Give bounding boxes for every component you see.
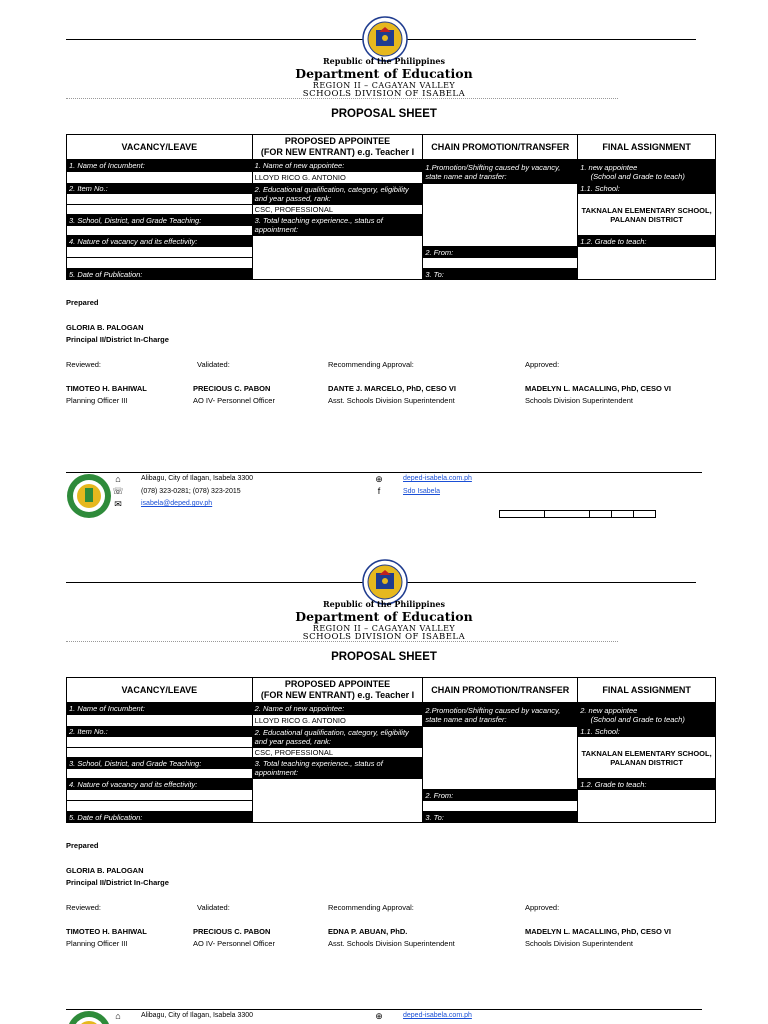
- nature-value[interactable]: [67, 790, 253, 801]
- footer-phone: (078) 323-0281; (078) 323-2015: [141, 488, 241, 495]
- page-title: PROPOSAL SHEET: [331, 108, 437, 120]
- approved-label: Approved:: [525, 903, 560, 912]
- footer-email-link[interactable]: isabela@deped.gov.ph: [141, 500, 213, 507]
- from-value[interactable]: [423, 801, 578, 812]
- col-proposed-appointee: [252, 678, 423, 703]
- item-value[interactable]: [67, 194, 253, 205]
- nature-value-2[interactable]: [67, 801, 253, 812]
- col-chain-promotion: CHAIN PROMOTION/TRANSFER: [423, 135, 578, 160]
- incumbent-label: 1. Name of Incumbent:: [67, 703, 253, 715]
- col-final-assignment: FINAL ASSIGNMENT: [578, 678, 716, 703]
- recommender-title: Asst. Schools Division Superintendent: [328, 396, 455, 405]
- footer-facebook-link[interactable]: Sdo Isabela: [403, 488, 440, 495]
- educ-label: 2. Educational qualification, category, eligibility and year passed, rank:: [252, 184, 423, 205]
- header-divider: [66, 641, 618, 642]
- school-value[interactable]: TAKNALAN ELEMENTARY SCHOOL, PALANAN DISTRICT: [578, 737, 716, 779]
- promotion-label: 1.Promotion/Shifting caused by vacancy, state name and transfer:: [423, 160, 578, 184]
- approver-name: MADELYN L. MACALLING, PhD, CESO VI: [525, 927, 671, 936]
- experience-value[interactable]: [252, 779, 423, 823]
- col-proposed-appointee-b: (FOR NEW ENTRANT) e.g. Teacher I: [260, 690, 415, 700]
- footer-website-link[interactable]: deped-isabela.com.ph: [403, 1012, 472, 1019]
- item-label: 2. Item No.:: [67, 184, 253, 194]
- col-vacancy-leave: VACANCY/LEAVE: [67, 678, 253, 703]
- header-divider: [66, 98, 618, 99]
- footer-website-link[interactable]: deped-isabela.com.ph: [403, 475, 472, 482]
- facebook-icon: f: [377, 486, 381, 496]
- promotion-label: 2.Promotion/Shifting caused by vacancy, state name and transfer:: [423, 703, 578, 727]
- incumbent-label: 1. Name of Incumbent:: [67, 160, 253, 172]
- validator-title: AO IV- Personnel Officer: [193, 396, 275, 405]
- preparer-name: GLORIA B. PALOGAN: [66, 323, 144, 332]
- location-icon: ⌂: [115, 474, 121, 484]
- final-appointee-label: [578, 160, 716, 184]
- item-value-2[interactable]: [67, 205, 253, 215]
- footer-address: Alibagu, City of Ilagan, Isabela 3300: [141, 1012, 254, 1019]
- incumbent-value[interactable]: [67, 172, 253, 184]
- approved-label: Approved:: [525, 360, 560, 369]
- nature-value-2[interactable]: [67, 258, 253, 269]
- preparer-title: Principal II/District In-Charge: [66, 878, 169, 887]
- new-appointee-value[interactable]: LLOYD RICO G. ANTONIO: [252, 172, 423, 184]
- location-icon: ⌂: [115, 1011, 121, 1021]
- final-appointee-label: [578, 703, 716, 727]
- item-value-2[interactable]: [67, 748, 253, 758]
- prepared-label: Prepared: [66, 841, 99, 850]
- footer-rule: [66, 472, 702, 473]
- promotion-value[interactable]: [423, 184, 578, 247]
- grade-value[interactable]: [578, 790, 716, 823]
- header-republic: Republic of the Philippines: [322, 599, 445, 609]
- reviewer-title: Planning Officer III: [66, 396, 128, 405]
- nature-value[interactable]: [67, 247, 253, 258]
- from-value[interactable]: [423, 258, 578, 269]
- approver-title: Schools Division Superintendent: [525, 939, 633, 948]
- school-value[interactable]: TAKNALAN ELEMENTARY SCHOOL, PALANAN DISTRICT: [578, 194, 716, 236]
- recommender-name: DANTE J. MARCELO, PhD, CESO VI: [328, 384, 456, 393]
- item-label: 2. Item No.:: [67, 727, 253, 737]
- validated-label: Validated:: [197, 903, 230, 912]
- header-division: SCHOOLS DIVISION OF ISABELA: [302, 632, 466, 642]
- new-appointee-label: 2. Name of new appointee:: [252, 703, 423, 715]
- reviewed-label: Reviewed:: [66, 903, 102, 912]
- school-label: 1.1. School:: [578, 184, 716, 194]
- proposal-table: [66, 134, 716, 280]
- validator-title: AO IV- Personnel Officer: [193, 939, 275, 948]
- header-region: REGION II – CAGAYAN VALLEY: [312, 624, 456, 633]
- final-appointee-label-a: 1. new appointee: [580, 162, 638, 172]
- reviewer-name: TIMOTEO H. BAHIWAL: [66, 927, 147, 936]
- col-chain-promotion: CHAIN PROMOTION/TRANSFER: [423, 678, 578, 703]
- validated-label: Validated:: [197, 360, 230, 369]
- school-label: 1.1. School:: [578, 727, 716, 737]
- proposal-page-2: [0, 543, 768, 1024]
- experience-label: 3. Total teaching experience., status of appointment:: [252, 758, 423, 779]
- final-appointee-label-b: (School and Grade to teach): [590, 714, 685, 724]
- approver-name: MADELYN L. MACALLING, PhD, CESO VI: [525, 384, 671, 393]
- final-appointee-label-a: 2. new appointee: [580, 705, 638, 715]
- col-vacancy-leave: VACANCY/LEAVE: [67, 135, 253, 160]
- header-division: SCHOOLS DIVISION OF ISABELA: [302, 89, 466, 99]
- new-appointee-label: 1. Name of new appointee:: [252, 160, 423, 172]
- recommending-label: Recommending Approval:: [328, 903, 414, 912]
- item-value[interactable]: [67, 737, 253, 748]
- prepared-label: Prepared: [66, 298, 99, 307]
- educ-label: 2. Educational qualification, category, eligibility and year passed, rank:: [252, 727, 423, 748]
- nature-label: 4. Nature of vacancy and its effectivity:: [67, 779, 253, 790]
- header-department: Department of Education: [295, 609, 473, 624]
- globe-icon: ⊕: [375, 474, 383, 484]
- sdg-label: 3. School, District, and Grade Teaching:: [67, 758, 253, 769]
- validator-name: PRECIOUS C. PABON: [193, 384, 271, 393]
- publication-label: 5. Date of Publication:: [67, 269, 253, 280]
- from-label: 2. From:: [423, 247, 578, 258]
- division-seal-icon: [66, 1010, 112, 1024]
- incumbent-value[interactable]: [67, 715, 253, 727]
- promotion-value[interactable]: [423, 727, 578, 790]
- experience-label: 3. Total teaching experience., status of appointment:: [252, 215, 423, 236]
- footer-rule: [66, 1009, 702, 1010]
- grade-value[interactable]: [578, 247, 716, 280]
- col-proposed-appointee-b: (FOR NEW ENTRANT) e.g. Teacher I: [260, 147, 415, 157]
- educ-value[interactable]: CSC, PROFESSIONAL: [252, 748, 423, 758]
- recommender-title: Asst. Schools Division Superintendent: [328, 939, 455, 948]
- page-title: PROPOSAL SHEET: [331, 651, 437, 663]
- grade-label: 1.2. Grade to teach:: [578, 779, 716, 790]
- reviewed-label: Reviewed:: [66, 360, 102, 369]
- final-appointee-label-b: (School and Grade to teach): [590, 171, 685, 181]
- header-republic: Republic of the Philippines: [322, 56, 445, 66]
- experience-value[interactable]: [252, 236, 423, 280]
- nature-label: 4. Nature of vacancy and its effectivity:: [67, 236, 253, 247]
- col-proposed-appointee-a: PROPOSED APPOINTEE: [284, 679, 391, 689]
- col-proposed-appointee: [252, 135, 423, 160]
- sdg-label: 3. School, District, and Grade Teaching:: [67, 215, 253, 226]
- publication-label: 5. Date of Publication:: [67, 812, 253, 823]
- educ-value[interactable]: CSC, PROFESSIONAL: [252, 205, 423, 215]
- header-region: REGION II – CAGAYAN VALLEY: [312, 81, 456, 90]
- sdg-value[interactable]: [67, 769, 253, 779]
- grade-label: 1.2. Grade to teach:: [578, 236, 716, 247]
- preparer-title: Principal II/District In-Charge: [66, 335, 169, 344]
- col-final-assignment: FINAL ASSIGNMENT: [578, 135, 716, 160]
- validator-name: PRECIOUS C. PABON: [193, 927, 271, 936]
- to-label: 3. To:: [423, 269, 578, 280]
- division-seal-icon: [66, 473, 112, 519]
- from-label: 2. From:: [423, 790, 578, 801]
- reviewer-title: Planning Officer III: [66, 939, 128, 948]
- reviewer-name: TIMOTEO H. BAHIWAL: [66, 384, 147, 393]
- proposal-table: [66, 677, 716, 823]
- col-proposed-appointee-a: PROPOSED APPOINTEE: [284, 136, 391, 146]
- globe-icon: ⊕: [375, 1011, 383, 1021]
- sdg-value[interactable]: [67, 226, 253, 236]
- phone-icon: ☏: [112, 486, 124, 496]
- document-code-boxes: [499, 510, 656, 518]
- recommender-name: EDNA P. ABUAN, PhD.: [328, 927, 408, 936]
- approver-title: Schools Division Superintendent: [525, 396, 633, 405]
- new-appointee-value[interactable]: LLOYD RICO G. ANTONIO: [252, 715, 423, 727]
- to-label: 3. To:: [423, 812, 578, 823]
- header-department: Department of Education: [295, 66, 473, 81]
- recommending-label: Recommending Approval:: [328, 360, 414, 369]
- email-icon: ✉: [114, 499, 122, 509]
- footer-address: Alibagu, City of Ilagan, Isabela 3300: [141, 475, 254, 482]
- preparer-name: GLORIA B. PALOGAN: [66, 866, 144, 875]
